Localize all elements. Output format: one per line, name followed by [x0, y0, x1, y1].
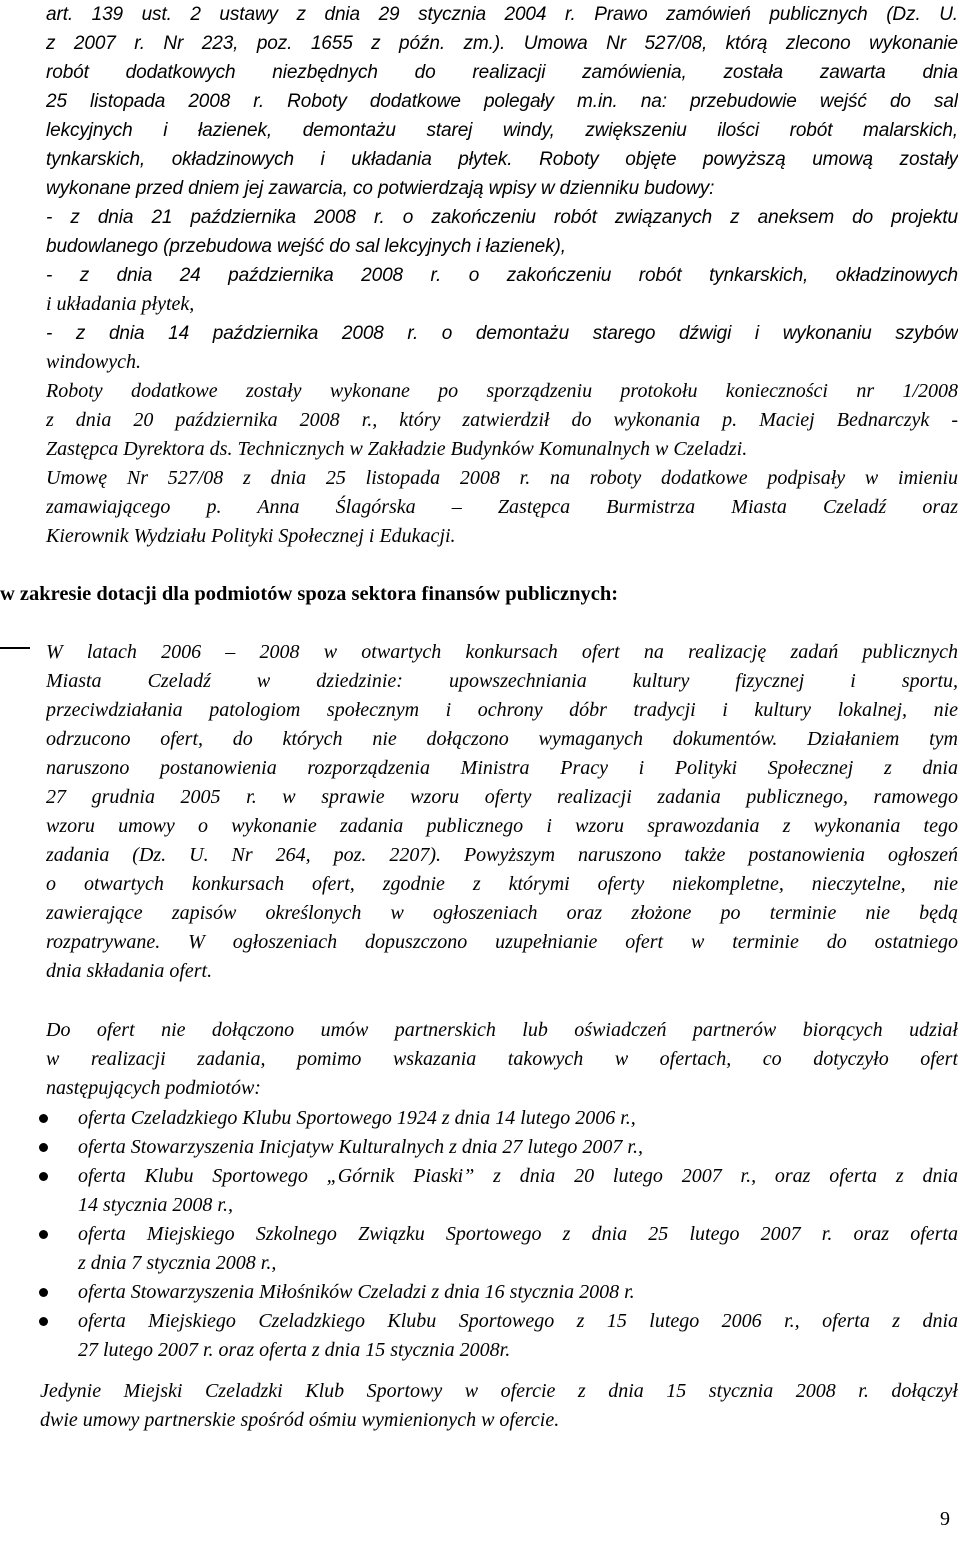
text-line: z dnia 20 października 2008 r., który zatwierdził do wykonania p. Maciej Bednarczyk - [46, 409, 958, 431]
text-line: windowych. [46, 351, 141, 373]
text-line: Miasta Czeladź w dziedzinie: upowszechniania kultury fizycznej i sportu, [46, 670, 958, 692]
text-line: Kierownik Wydziału Polityki Społecznej i Edukacji. [46, 525, 456, 547]
text-line: oferta Miejskiego Szkolnego Związku Sportowego z dnia 25 lutego 2007 r. oraz oferta [78, 1223, 958, 1245]
text-line: - z dnia 21 października 2008 r. o zakończeniu robót związanych z aneksem do projektu [46, 207, 958, 228]
text-line: oferta Miejskiego Czeladzkiego Klubu Sportowego z 15 lutego 2006 r., oferta z dnia [78, 1310, 958, 1332]
text-line: dnia składania ofert. [46, 960, 213, 982]
text-line: oferta Stowarzyszenia Miłośników Czeladzi z dnia 16 stycznia 2008 r. [78, 1281, 635, 1303]
text-line: 27 grudnia 2005 r. w sprawie wzoru oferty realizacji zadania publicznego, ramowego [46, 786, 958, 808]
offers-list [40, 1104, 958, 1365]
text-line: oferta Stowarzyszenia Inicjatyw Kulturalnych z dnia 27 lutego 2007 r., [78, 1136, 643, 1158]
text-line: 14 stycznia 2008 r., [78, 1194, 233, 1216]
text-line: o otwartych konkursach ofert, zgodnie z którymi oferty niekompletne, nieczytelne, nie [46, 873, 958, 895]
text-line: zawierające zapisów określonych w ogłoszeniach oraz złożone po terminie nie będą [46, 902, 958, 924]
bullet-icon [39, 1230, 48, 1239]
text-line: oferta Czeladzkiego Klubu Sportowego 1924 z dnia 14 lutego 2006 r., [78, 1107, 636, 1129]
bullet-icon [39, 1317, 48, 1326]
text-line: Jedynie Miejski Czeladzki Klub Sportowy w ofercie z dnia 15 stycznia 2008 r. dołączył [40, 1380, 958, 1402]
text-line: W latach 2006 – 2008 w otwartych konkursach ofert na realizację zadań publicznych [46, 641, 958, 663]
bullet-icon [39, 1114, 48, 1123]
text-line: art. 139 ust. 2 ustawy z dnia 29 stycznia 2004 r. Prawo zamówień publicznych (Dz. U. [46, 4, 958, 25]
text-line: rozpatrywane. W ogłoszeniach dopuszczono uzupełnianie ofert w terminie do ostatniego [46, 931, 958, 953]
text-line: w realizacji zadania, pomimo wskazania takowych w ofertach, co dotyczyło ofert [46, 1048, 958, 1070]
text-line: 27 lutego 2007 r. oraz oferta z dnia 15 stycznia 2008r. [78, 1339, 511, 1361]
text-line: następujących podmiotów: [46, 1077, 261, 1099]
dash-marker [0, 647, 30, 649]
text-line: zamawiającego p. Anna Ślagórska – Zastępca Burmistrza Miasta Czeladź oraz [46, 496, 958, 518]
text-line: - z dnia 24 października 2008 r. o zakończeniu robót tynkarskich, okładzinowych [46, 265, 958, 286]
text-line: robót dodatkowych niezbędnych do realizacji zamówienia, została zawarta dnia [46, 62, 958, 83]
list-item [40, 1220, 958, 1278]
text-line: wzoru umowy o wykonanie zadania publicznego i wzoru sprawozdania z wykonania tego [46, 815, 958, 837]
bullet-icon [39, 1143, 48, 1152]
text-line: dwie umowy partnerskie spośród ośmiu wymienionych w ofercie. [40, 1409, 560, 1431]
list-item [40, 1307, 958, 1365]
text-line: i układania płytek, [46, 293, 195, 315]
list-item [40, 1278, 958, 1307]
text-line: zadania (Dz. U. Nr 264, poz. 2207). Powyższym naruszono także postanowienia ogłoszeń [46, 844, 958, 866]
text-line: oferta Klubu Sportowego „Górnik Piaski” z dnia 20 lutego 2007 r., oraz oferta z dnia [78, 1165, 958, 1187]
text-line: tynkarskich, okładzinowych i układania płytek. Roboty objęte powyższą umową zostały [46, 149, 958, 170]
bullet-icon [39, 1172, 48, 1181]
text-line: przeciwdziałania patologiom społecznym i ochrony dóbr tradycji i kultury lokalnej, nie [46, 699, 958, 721]
text-line: lekcyjnych i łazienek, demontażu starej windy, zwiększeniu ilości robót malarskich, [46, 120, 958, 141]
text-line: Zastępca Dyrektora ds. Technicznych w Zakładzie Budynków Komunalnych w Czeladzi. [46, 438, 748, 460]
text-line: Roboty dodatkowe zostały wykonane po sporządzeniu protokołu konieczności nr 1/2008 [46, 380, 958, 402]
text-line: odrzucono ofert, do których nie dołączono wymaganych dokumentów. Działaniem tym [46, 728, 958, 750]
paragraph-partner-agreements [46, 1016, 958, 1103]
text-line: budowlanego (przebudowa wejść do sal lekcyjnych i łazienek), [46, 236, 566, 257]
paragraph-grant-findings [46, 638, 958, 986]
page-number: 9 [940, 1508, 950, 1530]
text-line: naruszono postanowienia rozporządzenia Ministra Pracy i Polityki Społecznej z dnia [46, 757, 958, 779]
text-line: - z dnia 14 października 2008 r. o demontażu starego dźwigi i wykonaniu szybów [46, 323, 958, 344]
section-heading: w zakresie dotacji dla podmiotów spoza sektora finansów publicznych: [0, 583, 619, 605]
list-item [40, 1162, 958, 1220]
list-item [40, 1104, 958, 1133]
paragraph-contract-details [46, 0, 958, 551]
text-line: z 2007 r. Nr 223, poz. 1655 z późn. zm.). Umowa Nr 527/08, którą zlecono wykonanie [46, 33, 958, 54]
text-line: wykonane przed dniem jej zawarcia, co potwierdzają wpisy w dzienniku budowy: [46, 178, 715, 199]
text-line: 25 listopada 2008 r. Roboty dodatkowe polegały m.in. na: przebudowie wejść do sal [46, 91, 958, 112]
text-line: Umowę Nr 527/08 z dnia 25 listopada 2008 r. na roboty dodatkowe podpisały w imieniu [46, 467, 958, 489]
list-item [40, 1133, 958, 1162]
text-line: Do ofert nie dołączono umów partnerskich lub oświadczeń partnerów biorących udział [46, 1019, 958, 1041]
text-line: z dnia 7 stycznia 2008 r., [78, 1252, 277, 1274]
bullet-icon [39, 1288, 48, 1297]
paragraph-conclusion [40, 1377, 958, 1435]
